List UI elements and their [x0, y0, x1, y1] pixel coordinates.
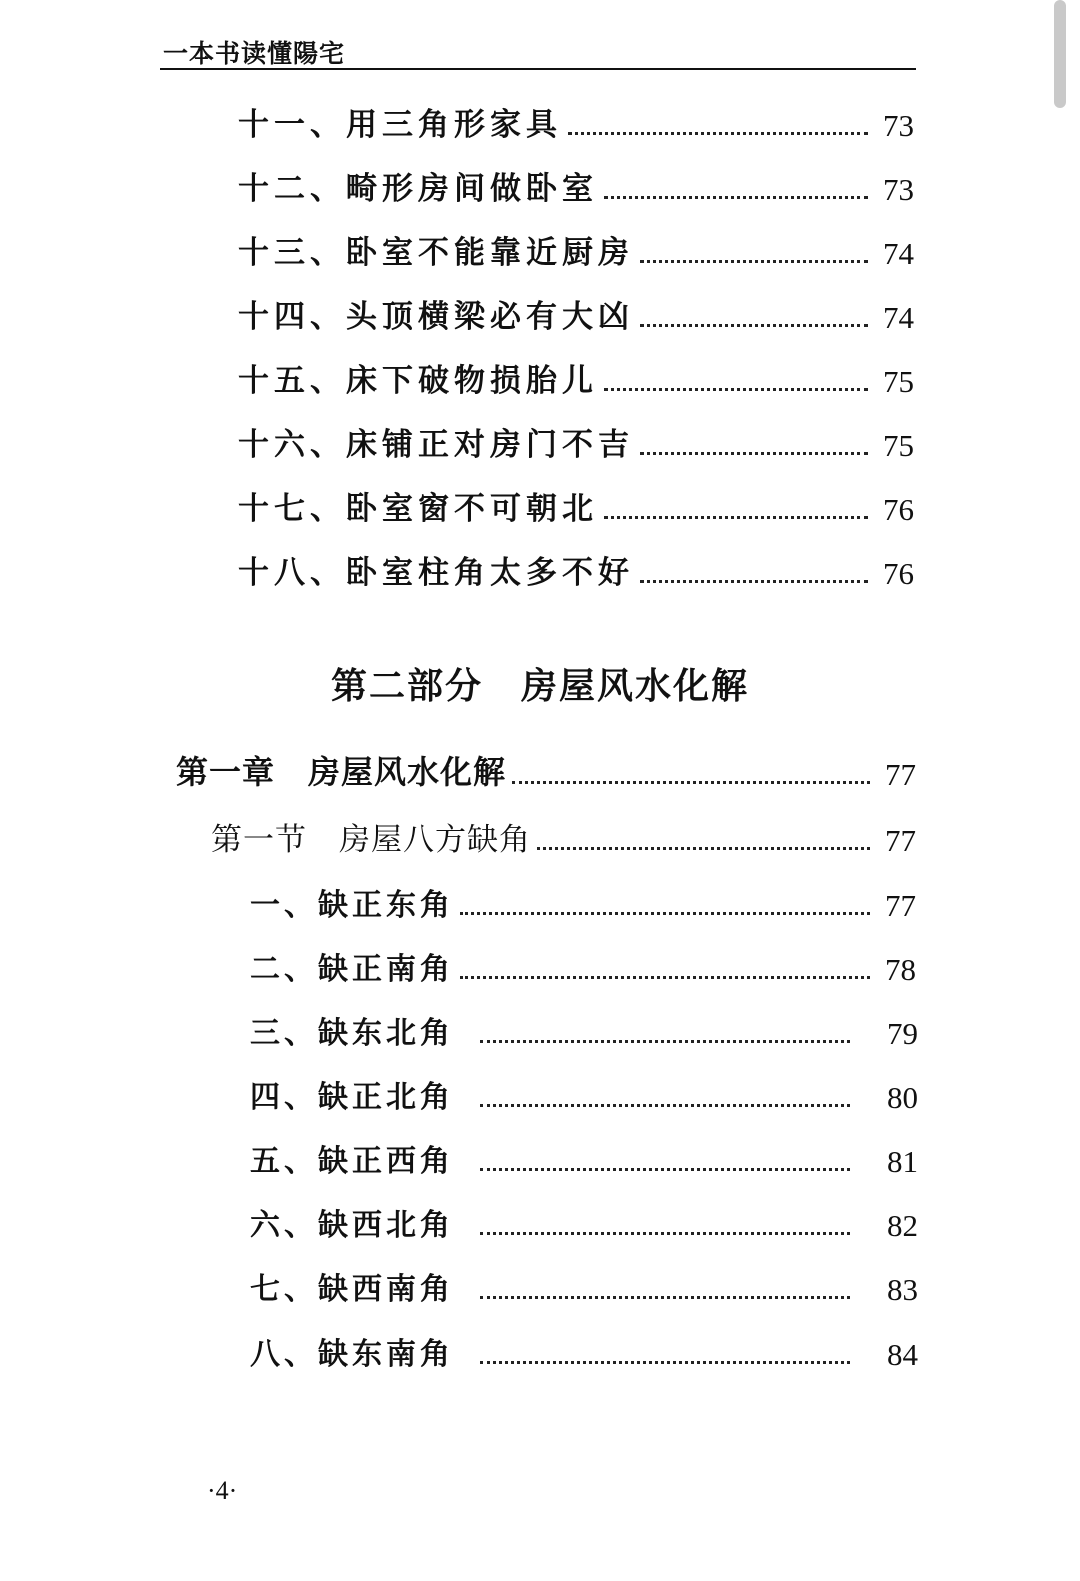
header-rule	[160, 68, 916, 70]
scrollbar[interactable]	[1054, 0, 1066, 108]
running-header: 一本书读懂陽宅	[163, 39, 346, 68]
toc-entry[interactable]	[238, 488, 914, 528]
dot-leader	[568, 132, 868, 135]
chapter-label: 第一章 房屋风水化解	[176, 753, 507, 791]
toc-entry-page: 81	[887, 1144, 918, 1179]
dot-leader	[604, 388, 868, 391]
toc-entry-page: 74	[883, 300, 914, 335]
chapter-page: 77	[885, 757, 916, 792]
toc-entry-page: 76	[883, 492, 914, 527]
toc-entry[interactable]	[250, 1076, 918, 1116]
part-heading: 第二部分 房屋风水化解	[330, 666, 749, 707]
toc-entry-page: 84	[887, 1337, 918, 1372]
toc-entry-page: 75	[883, 364, 914, 399]
toc-entry[interactable]	[250, 1268, 918, 1308]
page-number: ·4·	[207, 1476, 238, 1505]
dot-leader	[480, 1232, 850, 1235]
toc-entry-label: 五、缺正西角	[250, 1144, 454, 1179]
dot-leader	[604, 516, 868, 519]
toc-entry[interactable]	[250, 948, 916, 988]
toc-entry-label: 十八、卧室柱角太多不好	[238, 555, 634, 591]
toc-entry-label: 六、缺西北角	[250, 1208, 454, 1243]
toc-entry[interactable]	[250, 1333, 918, 1373]
toc-entry-label: 七、缺西南角	[250, 1272, 454, 1307]
toc-entry-label: 一、缺正东角	[250, 888, 454, 923]
toc-entry[interactable]	[238, 296, 914, 336]
toc-entry-label: 四、缺正北角	[250, 1080, 454, 1115]
toc-entry-label: 十三、卧室不能靠近厨房	[238, 235, 634, 271]
toc-entry[interactable]	[250, 1012, 918, 1052]
dot-leader	[480, 1361, 850, 1364]
toc-entry-page: 73	[883, 108, 914, 143]
toc-section-entry[interactable]	[211, 819, 916, 859]
dot-leader	[512, 781, 870, 784]
toc-entry[interactable]	[238, 360, 914, 400]
toc-entry[interactable]	[250, 1140, 918, 1180]
dot-leader	[640, 452, 868, 455]
dot-leader	[640, 580, 868, 583]
dot-leader	[480, 1104, 850, 1107]
toc-entry-label: 八、缺东南角	[250, 1337, 454, 1372]
toc-entry-label: 十一、用三角形家具	[238, 107, 562, 143]
toc-entry-label: 二、缺正南角	[250, 952, 454, 987]
toc-entry-page: 83	[887, 1272, 918, 1307]
dot-leader	[460, 976, 870, 979]
toc-entry-page: 82	[887, 1208, 918, 1243]
dot-leader	[640, 324, 868, 327]
toc-entry[interactable]	[238, 552, 914, 592]
section-label: 第一节 房屋八方缺角	[211, 822, 531, 858]
toc-chapter-entry[interactable]	[176, 753, 916, 793]
toc-entry[interactable]	[250, 884, 916, 924]
toc-entry[interactable]	[238, 104, 914, 144]
toc-entry-page: 76	[883, 556, 914, 591]
dot-leader	[480, 1296, 850, 1299]
toc-entry[interactable]	[250, 1204, 918, 1244]
dot-leader	[460, 912, 870, 915]
toc-entry[interactable]	[238, 168, 914, 208]
toc-entry-page: 73	[883, 172, 914, 207]
dot-leader	[604, 196, 868, 199]
toc-entry-label: 十四、头顶横梁必有大凶	[238, 299, 634, 335]
toc-entry-page: 74	[883, 236, 914, 271]
toc-entry-label: 十七、卧室窗不可朝北	[238, 491, 598, 527]
toc-entry[interactable]	[238, 232, 914, 272]
toc-entry-label: 十六、床铺正对房门不吉	[238, 427, 634, 463]
dot-leader	[480, 1168, 850, 1171]
toc-entry-label: 十五、床下破物损胎儿	[238, 363, 598, 399]
dot-leader	[480, 1040, 850, 1043]
toc-entry-page: 77	[885, 888, 916, 923]
dot-leader	[537, 847, 870, 850]
toc-entry[interactable]	[238, 424, 914, 464]
toc-entry-page: 78	[885, 952, 916, 987]
toc-entry-page: 75	[883, 428, 914, 463]
section-page: 77	[885, 823, 916, 858]
toc-entry-label: 三、缺东北角	[250, 1016, 454, 1051]
dot-leader	[640, 260, 868, 263]
toc-entry-page: 80	[887, 1080, 918, 1115]
toc-entry-page: 79	[887, 1016, 918, 1051]
toc-entry-label: 十二、畸形房间做卧室	[238, 171, 598, 207]
